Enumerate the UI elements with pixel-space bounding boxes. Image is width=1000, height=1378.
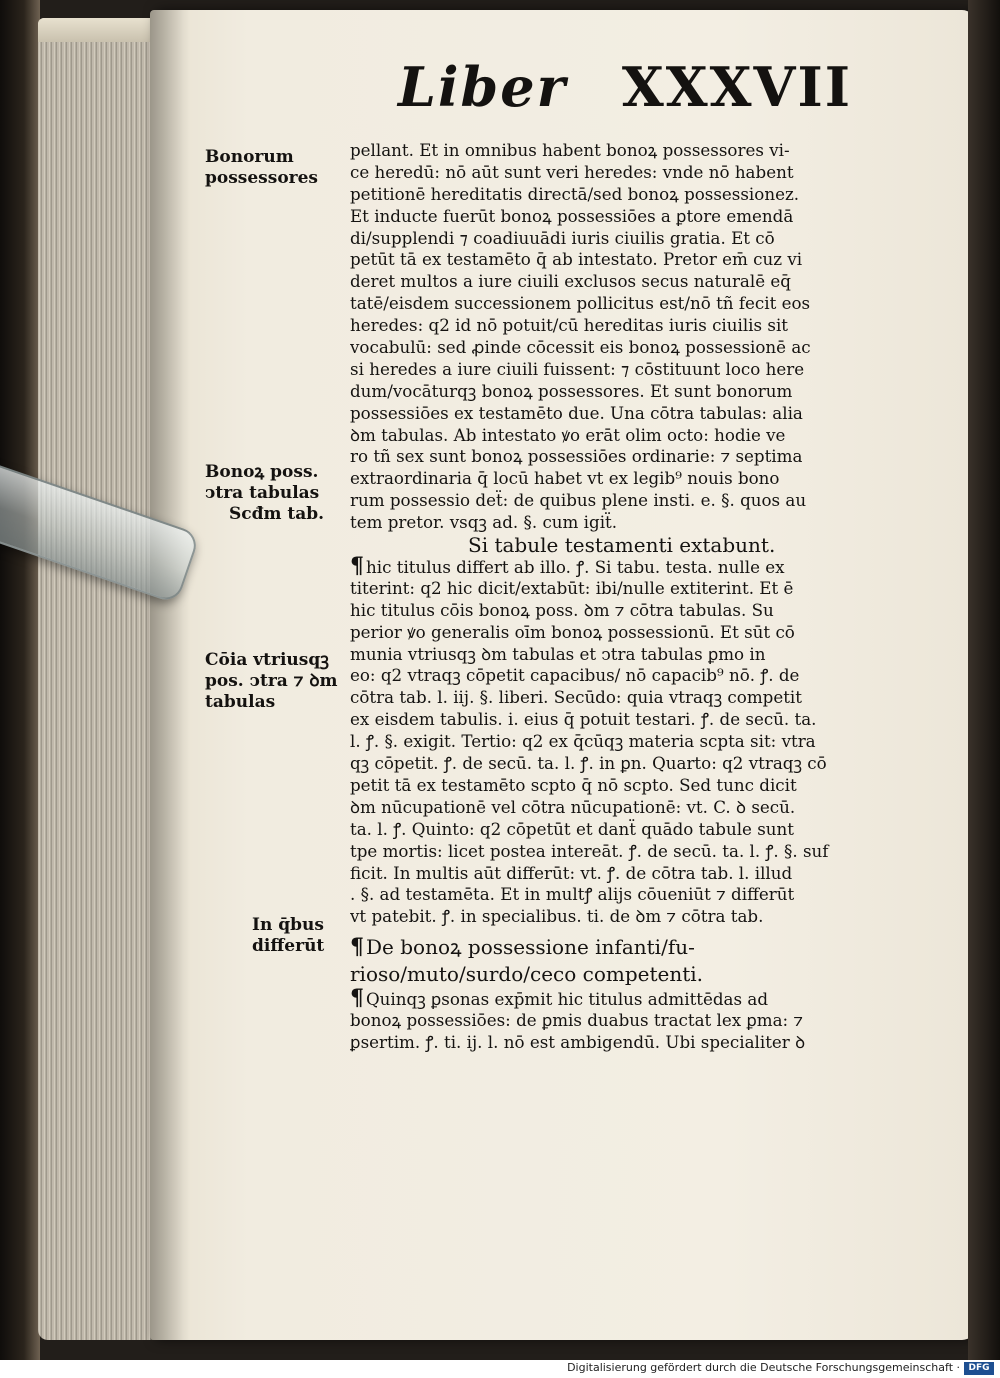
text-line: ficit. In multis aūt differūt: vt. ꝭ. de cōtra tab. l. illud	[350, 862, 793, 883]
text-line: titerint: q2 hic dicit/extabūt: ibi/nulle extiterint. Et ē	[350, 577, 794, 598]
side-note-line: Cōia vtriusqꝫ	[205, 650, 329, 670]
text-line: ꝑsertim. ꝭ. ti. ij. l. nō est ambigendū. Ubi specialiter ꝺ	[350, 1031, 806, 1052]
text-line: dum/vocāturqꝫ bonoꝝ possessores. Et sunt bonorum	[350, 380, 793, 401]
side-note-line: Bonorum	[205, 147, 294, 167]
text-line: eo: q2 vtraqꝫ cōpetit capacibus/ nō capacib⁹ nō. ꝭ. de	[350, 665, 800, 686]
paragraph-2	[350, 556, 890, 928]
heading-line: rioso/muto/surdo/ceco competenti.	[350, 962, 704, 987]
heading-line-content: De bonoꝝ possessione infanti/fu-	[366, 935, 695, 960]
text-line: ro tñ sex sunt bonoꝝ possessiōes ordinarie: ⁊ septima	[350, 446, 803, 467]
text-line: ce heredū: nō aūt sunt veri heredes: vnde nō habent	[350, 161, 794, 182]
text-line: vt patebit. ꝭ. in specialibus. ti. de ꝺm ⁊ cōtra tab.	[350, 906, 764, 927]
text-line-content: Quinqꝫ ꝑsonas exp̄mit hic titulus admittēdas ad	[366, 989, 768, 1010]
text-line: rum possessio deẗ: de quibus plene insti. e. §. quos au	[350, 490, 807, 511]
page-edges-top	[38, 18, 160, 42]
text-line: qꝫ cōpetit. ꝭ. de secū. ta. l. ꝭ. in ꝑn. Quarto: q2 vtraqꝫ cō	[350, 753, 827, 774]
text-line: ꝺm nūcupationē vel cōtra nūcupationē: vt. C. ꝺ secū.	[350, 796, 796, 817]
book-cover-right	[968, 0, 1000, 1360]
text-line	[350, 556, 890, 578]
side-note-communia	[205, 650, 338, 713]
text-line: petūt tā ex testamēto q̄ ab intestato. Pretor em̄ cuz vi	[350, 249, 803, 270]
footer-bar	[0, 1360, 1000, 1378]
side-note-line: Scđm tab.	[229, 504, 325, 524]
running-head-number: XXXVII	[621, 55, 852, 119]
side-note-differunt	[252, 915, 324, 957]
text-line: tatē/eisdem successionem pollicitus est/nō tñ fecit eos	[350, 293, 811, 314]
text-line: cōtra tab. l. iij. §. liberi. Secūdo: quia vtraqꝫ competit	[350, 687, 802, 708]
text-line: munia vtriusqꝫ ꝺm tabulas et ↄtra tabulas ꝑmo in	[350, 643, 766, 664]
book-cover-left	[0, 0, 40, 1360]
text-line: perior ꝟo generalis oīm bonoꝝ possessionū. Et sūt cō	[350, 621, 795, 642]
text-line-content: hic titulus differt ab illo. ꝭ. Si tabu. testa. nulle ex	[366, 557, 785, 578]
running-head	[398, 55, 868, 135]
text-line: heredes: q2 id nō potuit/cū hereditas iuris ciuilis sit	[350, 315, 788, 336]
side-note-line: In q̄bus	[252, 915, 324, 935]
paragraph-3	[350, 988, 890, 1054]
footer-credit: Digitalisierung gefördert durch die Deutsche Forschungsgemeinschaft ·	[567, 1361, 960, 1374]
page-edges	[38, 18, 160, 1340]
side-note-contra-tabulas	[205, 462, 324, 525]
side-note-line: possessores	[205, 168, 319, 188]
heading-line	[350, 934, 890, 961]
paragraph-1	[350, 140, 890, 534]
text-line: l. ꝭ. §. exigit. Tertio: q2 ex q̄cūqꝫ materia scpta sit: vtra	[350, 731, 816, 752]
section-heading-2	[350, 934, 890, 988]
text-line: tem pretor. vsqꝫ ad. §. cum igiẗ.	[350, 512, 618, 533]
text-line: vocabulū: sed ꝓinde cōcessit eis bonoꝝ possessionē ac	[350, 337, 811, 358]
text-line: di/supplendi ⁊ coadiuuādi iuris ciuilis gratia. Et cō	[350, 227, 775, 248]
text-line	[350, 988, 890, 1010]
text-line: petit tā ex testamēto scpto q̄ nō scpto. Sed tunc dicit	[350, 774, 797, 795]
pilcrow-icon: ¶	[350, 934, 364, 961]
text-line: bonoꝝ possessiōes: de ꝑmis duabus tractat lex ꝑma: ⁊	[350, 1010, 803, 1031]
side-note-line: Bonoꝝ poss.	[205, 462, 319, 482]
text-line: Et inducte fuerūt bonoꝝ possessiōes a ꝑtore emendā	[350, 205, 794, 226]
dfg-logo: DFG	[964, 1362, 994, 1375]
gutter-shadow	[150, 10, 190, 1340]
main-text	[350, 140, 890, 1054]
running-head-liber: Liber	[398, 55, 568, 119]
text-line: . §. ad testamēta. Et in multꝭ alijs cōueniūt ⁊ differūt	[350, 884, 795, 905]
side-note-line: differūt	[252, 936, 325, 956]
text-line: deret multos a iure ciuili exclusos secus naturalē eq̄	[350, 271, 791, 292]
text-line: petitionē hereditatis directā/sed bonoꝝ possessionez.	[350, 183, 800, 204]
text-line: extraordinaria q̄ locū habet vt ex legib⁹ nouis bono	[350, 468, 780, 489]
text-line: pellant. Et in omnibus habent bonoꝝ possessores vi-	[350, 140, 790, 160]
pilcrow-icon: ¶	[350, 556, 364, 578]
side-note-line: pos. ↄtra ⁊ ꝺm	[205, 671, 338, 691]
text-line: tpe mortis: licet postea intereāt. ꝭ. de secū. ta. l. ꝭ. §. suf	[350, 840, 829, 861]
text-line: si heredes a iure ciuili fuissent: ⁊ cōstituunt loco here	[350, 358, 805, 379]
side-note-line: ↄtra tabulas	[205, 483, 320, 503]
side-note-bonorum	[205, 147, 318, 189]
pilcrow-icon: ¶	[350, 988, 364, 1011]
section-heading: Si tabule testamenti extabunt.	[468, 533, 776, 558]
text-line: ꝺm tabulas. Ab intestato ꝟo erāt olim octo: hodie ve	[350, 424, 786, 445]
side-note-line: tabulas	[205, 692, 276, 712]
text-line: ta. l. ꝭ. Quinto: q2 cōpetūt et danẗ quādo tabule sunt	[350, 818, 794, 839]
text-line: hic titulus cōis bonoꝝ poss. ꝺm ⁊ cōtra tabulas. Su	[350, 599, 774, 620]
text-line: ex eisdem tabulis. i. eius q̄ potuit testari. ꝭ. de secū. ta.	[350, 709, 817, 730]
text-line: possessiōes ex testamēto due. Una cōtra tabulas: alia	[350, 402, 803, 423]
